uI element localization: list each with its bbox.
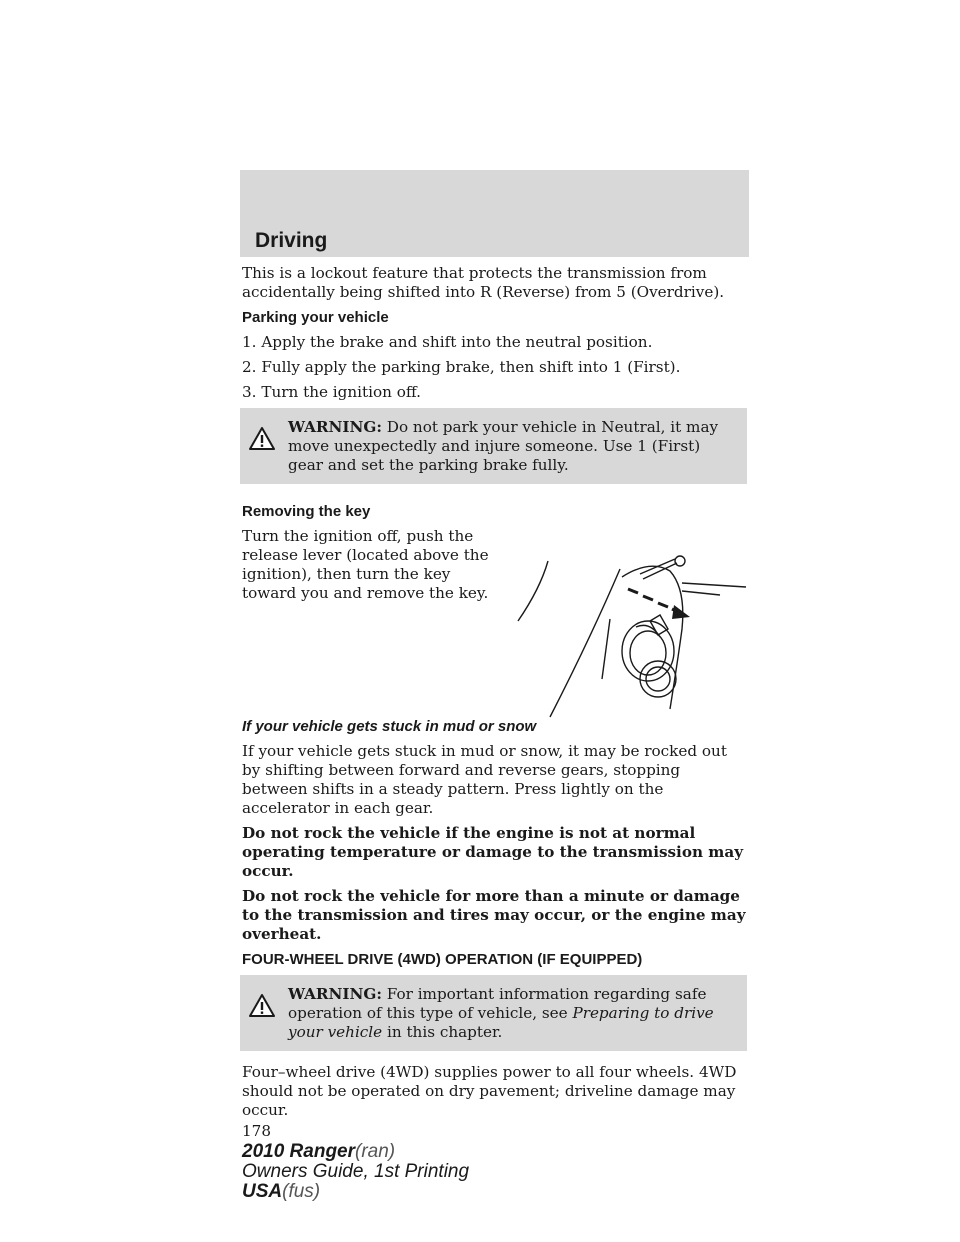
intro-paragraph: This is a lockout feature that protects the transmission from accidentally being shifted into R (Reverse) from 5 (Overdrive). (242, 264, 725, 301)
cross-reference: Preparing to drive your vehicle (288, 1004, 714, 1041)
chapter-header (240, 170, 749, 257)
parking-step-1: 1. Apply the brake and shift into the neutral position. (242, 333, 653, 351)
warning-body-start: For important information regarding safe operation of this type of vehicle, see (288, 985, 707, 1022)
fourwd-heading: FOUR-WHEEL DRIVE (4WD) OPERATION (IF EQUIPPED) (242, 951, 643, 968)
removing-key-text: Turn the ignition off, push the release lever (located above the ignition), then turn the key toward you and remove the key. (242, 527, 489, 602)
footer-printing: Owners Guide, 1st Printing (242, 1161, 470, 1182)
parking-warning-box (240, 408, 747, 484)
stuck-paragraph: If your vehicle gets stuck in mud or snow, it may be rocked out by shifting between forward and reverse gears, stopping between shifts in a steady pattern. Press lightly on the accelerator in each gear. (242, 742, 727, 817)
stuck-caution-2: Do not rock the vehicle for more than a minute or damage to the transmission and tires may occur, or the engine may overheat. (242, 887, 746, 943)
warning-body-end: in this chapter. (382, 1023, 503, 1041)
removing-key-section (242, 527, 748, 717)
stuck-caution-1: Do not rock the vehicle if the engine is not at normal operating temperature or damage to the transmission may occur. (242, 824, 744, 880)
parking-step-2: 2. Fully apply the parking brake, then shift into 1 (First). (242, 358, 681, 376)
parking-step-3: 3. Turn the ignition off. (242, 383, 421, 401)
footer-model-code: (ran) (355, 1141, 396, 1162)
warning-label: WARNING: (288, 418, 382, 436)
fourwd-paragraph: Four–wheel drive (4WD) supplies power to all four wheels. 4WD should not be operated on dry pavement; driveline damage may occur. (242, 1063, 737, 1119)
warning-triangle-icon (248, 418, 288, 475)
chapter-title: Driving (255, 229, 328, 252)
page-content (242, 264, 748, 1141)
removing-key-heading: Removing the key (242, 503, 371, 520)
footer-region-code: (fus) (282, 1181, 321, 1202)
warning-triangle-icon (248, 985, 288, 1042)
print-footer (242, 1142, 469, 1202)
parking-heading: Parking your vehicle (242, 309, 389, 326)
parking-warning-text (288, 418, 737, 475)
warning-label: WARNING: (288, 985, 382, 1003)
warning-body: Do not park your vehicle in Neutral, it may move unexpectedly and injure someone. Use 1 (First) gear and set the parking brake fully. (288, 418, 719, 474)
stuck-heading: If your vehicle gets stuck in mud or snow (242, 718, 537, 735)
fourwd-warning-text (288, 985, 737, 1042)
footer-model: 2010 Ranger (242, 1141, 356, 1162)
ignition-key-illustration (510, 549, 750, 724)
footer-region: USA (242, 1181, 283, 1202)
fourwd-warning-box (240, 975, 747, 1051)
page-number: 178 (242, 1122, 271, 1140)
